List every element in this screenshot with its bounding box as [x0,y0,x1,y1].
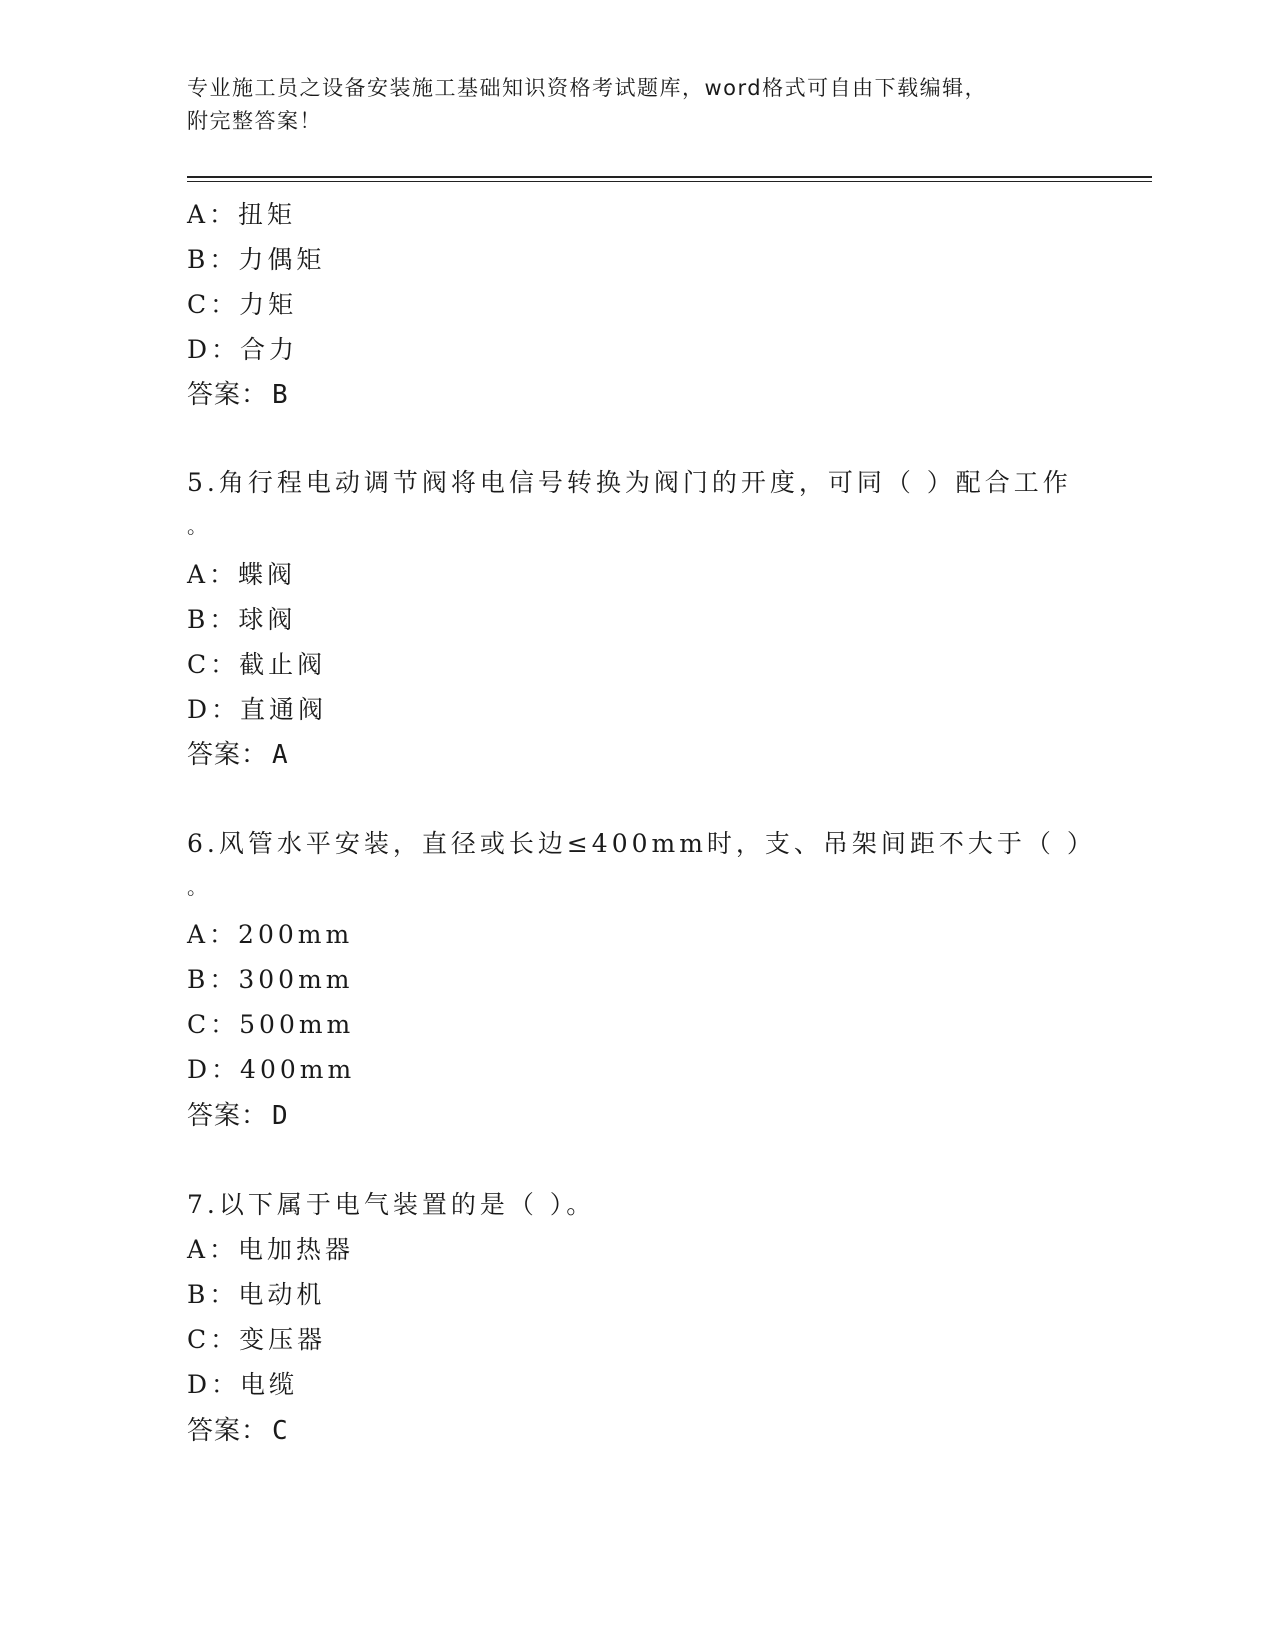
answer-label: 答案： [187,740,269,770]
question-5-continuation: 。 [187,514,211,538]
option-c: C：变压器 [187,1325,327,1354]
option-d: D：合力 [187,335,299,364]
option-a: A：扭矩 [187,200,297,229]
answer-line [187,374,289,411]
answer-value: A [272,740,289,770]
answer-label: 答案： [187,1416,269,1446]
option-a: A：200mm [187,920,354,949]
answer-line [187,1410,289,1447]
header-line-2: 附完整答案！ [187,109,322,133]
option-a: A：蝶阀 [187,560,297,589]
option-d: D：400mm [187,1055,356,1084]
option-a: A：电加热器 [187,1235,355,1264]
option-b: B：电动机 [187,1280,326,1309]
answer-label: 答案： [187,380,269,410]
answer-line [187,1095,289,1132]
option-b: B：300mm [187,965,354,994]
option-b: B：力偶矩 [187,245,326,274]
option-d: D：电缆 [187,1370,299,1399]
option-b: B：球阀 [187,605,297,634]
option-c: C：截止阀 [187,650,327,679]
question-6-text: 6.风管水平安装，直径或长边≤400mm时，支、吊架间距不大于（ ） [187,829,1096,858]
answer-value: B [272,380,289,410]
question-6-continuation: 。 [187,875,211,899]
option-c: C：500mm [187,1010,355,1039]
answer-line [187,734,289,771]
answer-value: C [272,1416,289,1446]
header-line-1: 专业施工员之设备安装施工基础知识资格考试题库，word格式可自由下载编辑， [187,76,988,100]
header-rule-thin [187,181,1152,182]
document-header [187,72,1087,138]
option-c: C：力矩 [187,290,298,319]
question-5-text: 5.角行程电动调节阀将电信号转换为阀门的开度，可同（ ）配合工作 [187,468,1072,497]
question-7-text: 7.以下属于电气装置的是（ ）。 [187,1190,596,1219]
option-d: D：直通阀 [187,695,328,724]
answer-label: 答案： [187,1101,269,1131]
answer-value: D [272,1101,289,1131]
header-rule-thick [187,176,1152,178]
